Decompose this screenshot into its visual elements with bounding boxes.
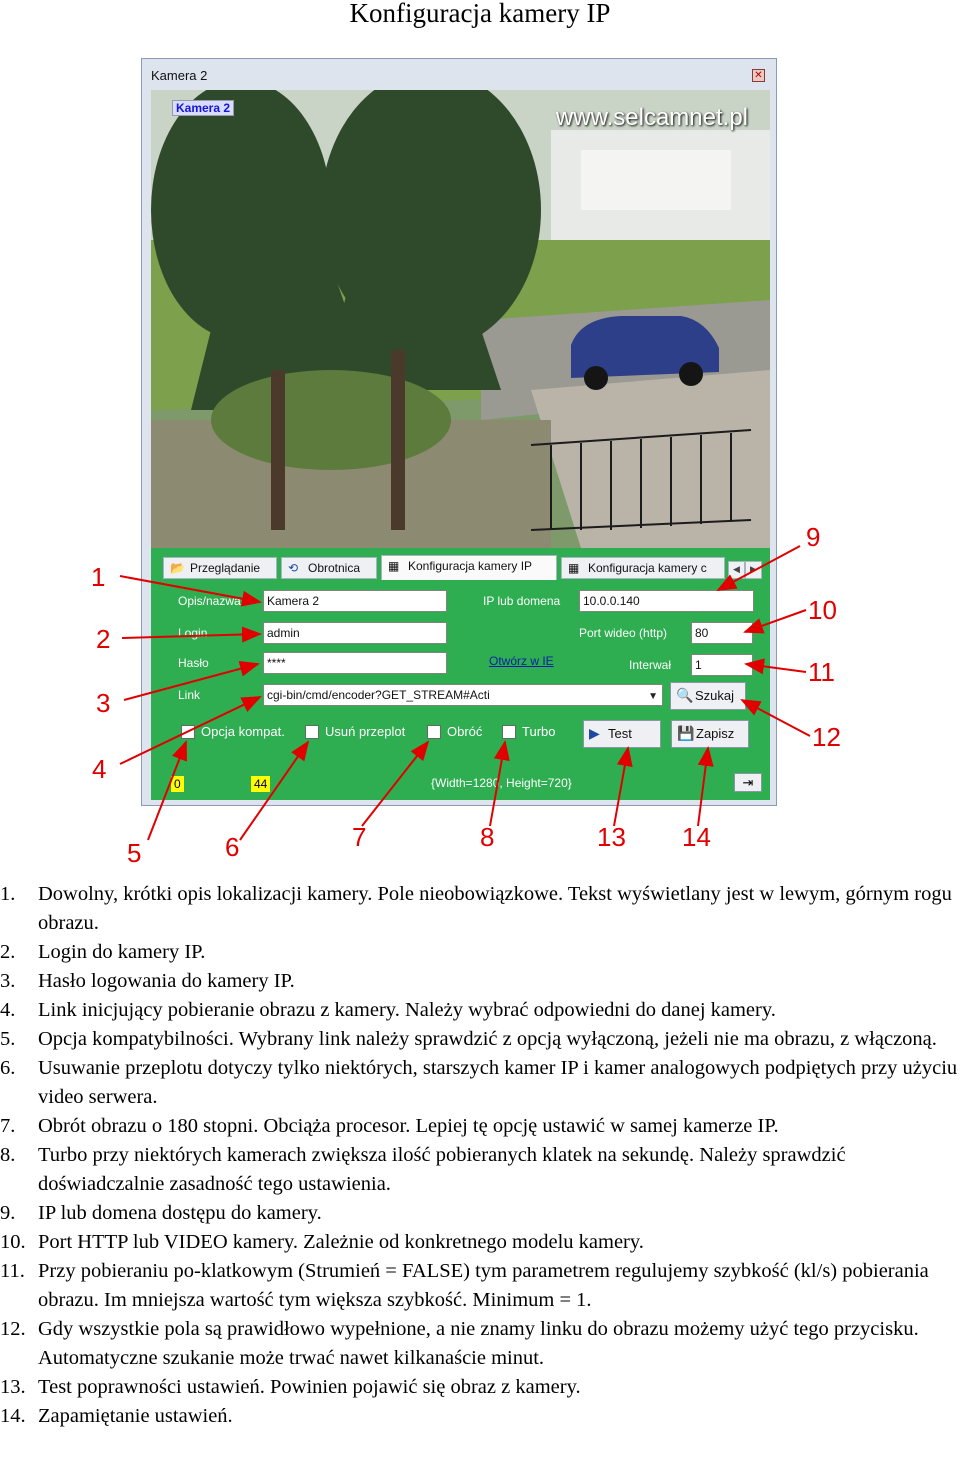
config-panel (151, 548, 770, 800)
test-button-label: Test (608, 726, 632, 741)
status-bar (151, 770, 770, 796)
checkbox-box[interactable] (502, 725, 516, 739)
rotate-icon: ⟲ (288, 561, 299, 575)
grid-icon: ▦ (568, 561, 580, 575)
opis-field[interactable]: Kamera 2 (263, 590, 447, 612)
callout-5: 5 (127, 838, 142, 868)
tab-label: Przeglądanie (190, 561, 261, 575)
list-item: 13. Test poprawności ustawień. Powinien pojawić się obraz z kamery. (0, 1376, 581, 1398)
callout-6: 6 (225, 832, 240, 862)
chevron-left-icon[interactable]: ◀ (728, 561, 745, 579)
callout-13: 13 (597, 822, 626, 852)
checkbox-turbo[interactable] (502, 724, 555, 740)
checkbox-label: Usuń przeplot (325, 724, 406, 739)
callout-12: 12 (812, 722, 841, 752)
resolution-readout: {Width=1280, Height=720} (431, 776, 572, 790)
tab-label: Obrotnica (308, 561, 361, 575)
callout-9: 9 (806, 522, 821, 552)
list-item: 9. IP lub domena dostępu do kamery. (0, 1202, 322, 1224)
interwal-label: Interwał (629, 658, 672, 672)
camera-scene-image (151, 90, 770, 548)
checkbox-rotate[interactable] (427, 724, 482, 740)
exit-icon[interactable]: ⇥ (734, 773, 762, 792)
callout-7: 7 (352, 822, 367, 852)
list-item: 14. Zapamiętanie ustawień. (0, 1405, 233, 1427)
list-item: 7. Obrót obrazu o 180 stopni. Obciąża procesor. Lepiej tę opcję ustawić w samej kamerze IP. (0, 1115, 779, 1137)
callout-11: 11 (808, 657, 835, 687)
page-title: Konfiguracja kamery IP (349, 0, 611, 28)
folder-icon: 📂 (170, 561, 185, 575)
tab-label: Konfiguracja kamery IP (408, 559, 533, 573)
floppy-icon: 💾 (677, 725, 695, 741)
list-item: 2. Login do kamery IP. (0, 941, 206, 963)
callout-4: 4 (92, 754, 107, 784)
link-combo[interactable] (263, 684, 663, 706)
test-button[interactable] (583, 720, 661, 748)
status-counter-left: 0 (171, 776, 184, 792)
link-label: Link (178, 688, 201, 702)
checkbox-box[interactable] (181, 725, 195, 739)
tab-obrotnica[interactable] (281, 557, 377, 579)
callout-8: 8 (480, 822, 495, 852)
play-icon: ▶ (589, 725, 600, 741)
open-in-ie-link[interactable]: Otwórz w IE (489, 654, 554, 668)
port-field[interactable]: 80 (691, 622, 753, 644)
list-item: 10. Port HTTP lub VIDEO kamery. Zależnie od konkretnego modelu kamery. (0, 1231, 644, 1253)
tab-label: Konfiguracja kamery c (588, 561, 707, 575)
login-label: Login (178, 626, 208, 640)
tab-bar (151, 555, 770, 579)
tab-konfiguracja-ip[interactable] (381, 555, 557, 580)
ip-label: IP lub domena (483, 594, 561, 608)
tab-scroll (728, 559, 762, 577)
callout-10: 10 (808, 595, 837, 625)
notes-list (0, 880, 960, 1431)
camera-window (141, 58, 777, 806)
camera-name-overlay: Kamera 2 (172, 100, 234, 116)
tab-przegladanie[interactable] (163, 557, 277, 579)
save-button-label: Zapisz (696, 726, 735, 741)
list-item: 12. Gdy wszystkie pola są prawidłowo wypełnione, a nie znamy linku do obrazu możemy użyć tego przycisku. Automatyczne szukanie może trwać nawet kilkanaście minut. (0, 1318, 919, 1369)
checkbox-box[interactable] (427, 725, 441, 739)
window-title: Kamera 2 (151, 68, 208, 83)
callout-2: 2 (96, 624, 111, 654)
list-item: 1. Dowolny, krótki opis lokalizacji kamery. Pole nieobowiązkowe. Tekst wyświetlany jest w lewym, górnym rogu obrazu. (0, 883, 952, 934)
list-item: 11. Przy pobieraniu po-klatkowym (Strumień = FALSE) tym parametrem regulujemy szybkość (kl/s) pobierania obrazu. Im mniejsza wartość tym większa szybkość. Minimum = 1. (0, 1260, 929, 1311)
search-icon: 🔍 (676, 687, 694, 703)
callout-1: 1 (91, 562, 106, 592)
callout-14: 14 (682, 822, 711, 852)
search-button[interactable] (670, 682, 746, 710)
checkbox-label: Turbo (522, 724, 556, 739)
list-item: 6. Usuwanie przeplotu dotyczy tylko niektórych, starszych kamer IP i kamer analogowych podpiętych przy użyciu video serwera. (0, 1057, 958, 1108)
watermark: www.selcamnet.pl (555, 104, 748, 131)
grid-icon: ▦ (388, 559, 400, 573)
checkbox-box[interactable] (305, 725, 319, 739)
ip-field[interactable]: 10.0.0.140 (579, 590, 754, 612)
opis-label: Opis/nazwa (178, 594, 241, 608)
close-icon[interactable]: ✕ (752, 69, 765, 82)
checkbox-deinterlace[interactable] (305, 724, 405, 740)
chevron-down-icon[interactable]: ▼ (648, 691, 658, 702)
camera-video (151, 90, 770, 548)
password-field[interactable]: **** (263, 652, 447, 674)
checkbox-label: Obróć (447, 724, 483, 739)
status-counter-right: 44 (251, 776, 270, 792)
link-value: cgi-bin/cmd/encoder?GET_STREAM#Acti (267, 688, 490, 702)
checkbox-compat[interactable] (181, 724, 285, 740)
chevron-right-icon[interactable]: ▶ (745, 561, 762, 579)
save-button[interactable] (671, 720, 749, 748)
login-field[interactable]: admin (263, 622, 447, 644)
tab-konfiguracja-c[interactable] (561, 557, 725, 579)
callout-3: 3 (96, 688, 111, 718)
list-item: 5. Opcja kompatybilności. Wybrany link należy sprawdzić z opcją wyłączoną, jeżeli nie ma obrazu, z włączoną. (0, 1028, 937, 1050)
list-item: 3. Hasło logowania do kamery IP. (0, 970, 295, 992)
search-button-label: Szukaj (695, 688, 735, 703)
checkbox-label: Opcja kompat. (201, 724, 285, 739)
list-item: 8. Turbo przy niektórych kamerach zwiększa ilość pobieranych klatek na sekundę. Należy sprawdzić doświadczalnie zasadność tego ustawienia. (0, 1144, 846, 1195)
haslo-label: Hasło (178, 656, 209, 670)
list-item: 4. Link inicjujący pobieranie obrazu z kamery. Należy wybrać odpowiedni do danej kamery. (0, 999, 776, 1021)
port-label: Port wideo (http) (579, 626, 668, 640)
interwal-field[interactable]: 1 (691, 654, 753, 676)
